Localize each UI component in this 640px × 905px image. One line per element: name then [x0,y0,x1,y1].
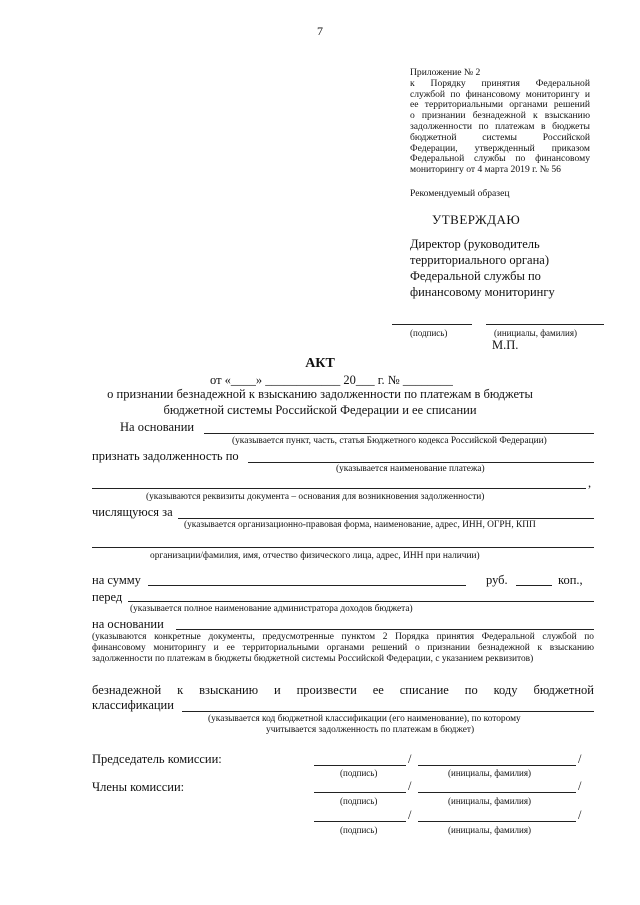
chairman-signature-field[interactable] [314,765,406,766]
signature-label: (подпись) [340,825,378,835]
basis2-label: на основании [92,617,164,631]
appendix-line: задолженности по платежам в бюджеты [410,120,590,132]
director-line: Федеральной службы по [410,269,541,283]
docs-hint: (указываются конкретные документы, предусмотренные пунктом 2 Порядка принятия Федеральной службой по финансовому мониторингу и ее территориальными органами решений о признании безнадежной к взысканию задолженности по платежам в бюджеты бюджетной системы Российской Федерации, с указанием реквизитов) [92,632,594,664]
appendix-line: службой по финансовому мониторингу и [410,88,590,100]
sum-label: на сумму [92,573,141,587]
chairman-initials-field[interactable] [418,765,576,766]
appendix-line: о признании безнадежной к взысканию [410,110,590,122]
slash: / [578,752,582,766]
members-label: Члены комиссии: [92,780,185,794]
before-label: перед [92,590,123,604]
act-subject-line: о признании безнадежной к взысканию задолженности по платежам в бюджеты [107,387,533,401]
appendix-line: Федеральной службы по финансовому [410,153,590,165]
appendix-line: ее территориальными органами решений [410,99,590,111]
act-subject-line: бюджетной системы Российской Федерации и ее списании [163,403,477,417]
org-field[interactable] [92,547,594,548]
kbk-hint-1: (указывается код бюджетной классификации (его наименование), по которому [208,714,521,724]
member-initials-field[interactable] [418,792,576,793]
slash: / [408,752,412,766]
chairman-label: Председатель комиссии: [92,752,222,766]
act-subject [0,386,640,418]
appendix-line: бюджетной системы Российской [410,131,590,143]
basis-label: На основании [120,420,195,434]
org-hint-2: организации/фамилия, имя, отчество физического лица, адрес, ИНН при наличии) [150,551,480,561]
classification-label: классификации [92,698,174,712]
director-line: территориального органа) [410,253,549,267]
basis2-field[interactable] [176,629,594,630]
appendix-line: к Порядку принятия Федеральной [410,77,590,89]
stamp-label: М.П. [492,338,519,352]
director-line: Директор (руководитель [410,237,540,251]
kop-field[interactable] [516,585,552,586]
recommended-sample: Рекомендуемый образец [410,188,510,199]
director-line: финансовому мониторингу [410,285,555,299]
slash: / [578,779,582,793]
owed-label: числящуюся за [92,505,173,519]
org-hint-1: (указывается организационно-правовая форма, наименование, адрес, ИНН, ОГРН, КПП [184,520,536,530]
signature-label: (подпись) [340,768,378,778]
basis-field[interactable] [204,433,594,434]
appendix-line: Федерации, утвержденный приказом [410,142,590,154]
slash: / [408,779,412,793]
appendix-last-line: мониторингу от 4 марта 2019 г. № 56 [410,164,561,176]
approve-initials-line[interactable] [486,324,604,325]
director-block [410,236,555,300]
page-number: 7 [317,24,323,38]
recognize-label: признать задолженность по [92,449,239,463]
initials-label: (инициалы, фамилия) [448,796,531,806]
approve-signature-line[interactable] [392,324,472,325]
owed-field[interactable] [178,518,594,519]
rub-label: руб. [486,573,508,587]
member-signature-field[interactable] [314,792,406,793]
initials-label: (инициалы, фамилия) [448,768,531,778]
signature-label: (подпись) [340,796,378,806]
basis-hint: (указывается пункт, часть, статья Бюджетного кодекса Российской Федерации) [232,436,547,446]
act-date-line[interactable]: от «____» ____________ 20___ г. № ________ [210,373,453,387]
document-field[interactable] [92,488,586,489]
approve-signature-label: (подпись) [410,328,448,338]
appendix-block [410,68,590,176]
approve-initials-label: (инициалы, фамилия) [494,328,577,338]
approve-heading: УТВЕРЖДАЮ [432,212,521,227]
kbk-hint-2: учитывается задолженность по платежам в бюджет) [266,725,475,735]
admin-field[interactable] [128,601,594,602]
slash: / [408,808,412,822]
admin-hint: (указывается полное наименование администратора доходов бюджета) [130,604,413,614]
document-hint: (указываются реквизиты документа – основания для возникновения задолженности) [146,492,485,502]
appendix-title: Приложение № 2 [410,67,481,78]
kop-label: коп., [558,573,583,587]
initials-label: (инициалы, фамилия) [448,825,531,835]
member-initials-field[interactable] [418,821,576,822]
member-signature-field[interactable] [314,821,406,822]
slash: / [578,808,582,822]
act-title: АКТ [305,356,335,371]
comma: , [588,476,592,490]
payment-hint: (указывается наименование платежа) [336,464,485,474]
sum-field[interactable] [148,585,466,586]
writeoff-line: безнадежной к взысканию и произвести ее списание по коду бюджетной [92,683,594,697]
classification-field[interactable] [182,711,594,712]
payment-field[interactable] [248,462,594,463]
